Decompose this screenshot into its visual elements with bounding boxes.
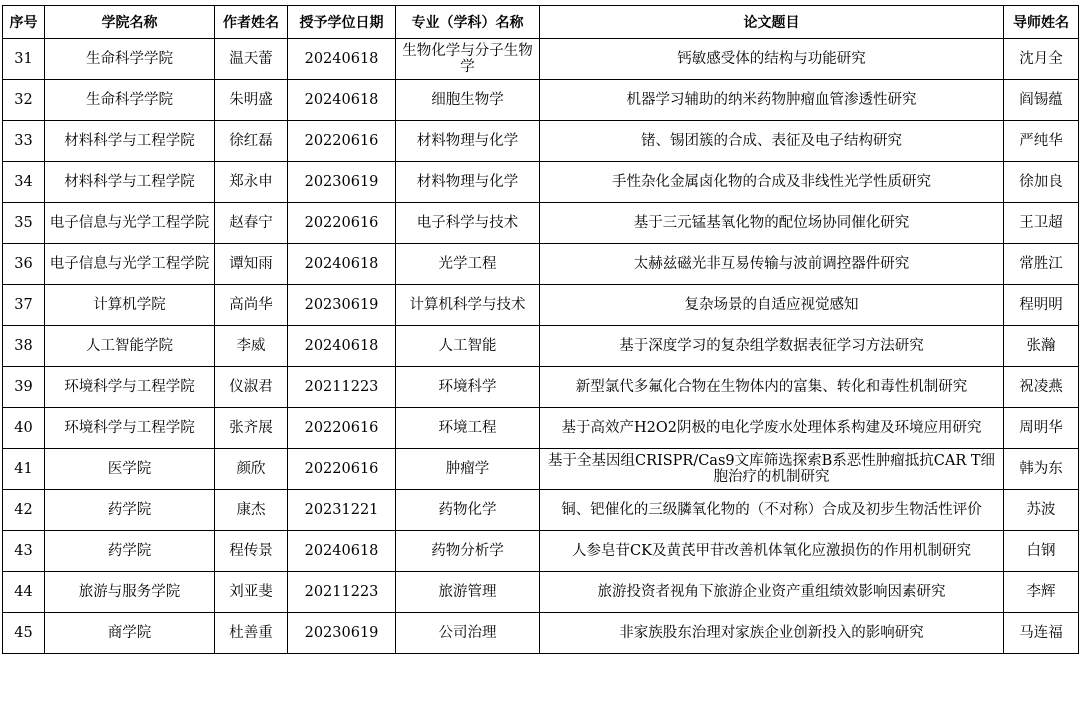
- major-cell: 材料物理与化学: [396, 121, 540, 162]
- thesis-title-cell: 基于深度学习的复杂组学数据表征学习方法研究: [540, 326, 1004, 367]
- degree-date-cell: 20220616: [288, 408, 396, 449]
- index-cell: 39: [3, 367, 45, 408]
- major-cell: 肿瘤学: [396, 449, 540, 490]
- thesis-title-cell: 机器学习辅助的纳米药物肿瘤血管渗透性研究: [540, 80, 1004, 121]
- author-cell: 温天蕾: [215, 39, 288, 80]
- table-row: [3, 531, 1079, 572]
- header-advisor: 导师姓名: [1004, 6, 1079, 39]
- school-cell: 环境科学与工程学院: [45, 408, 215, 449]
- school-cell: 环境科学与工程学院: [45, 367, 215, 408]
- thesis-title-cell: 旅游投资者视角下旅游企业资产重组绩效影响因素研究: [540, 572, 1004, 613]
- advisor-cell: 李辉: [1004, 572, 1079, 613]
- author-cell: 高尚华: [215, 285, 288, 326]
- table-row: [3, 408, 1079, 449]
- advisor-cell: 苏波: [1004, 490, 1079, 531]
- author-cell: 徐红磊: [215, 121, 288, 162]
- advisor-cell: 王卫超: [1004, 203, 1079, 244]
- degree-date-cell: 20230619: [288, 162, 396, 203]
- school-cell: 电子信息与光学工程学院: [45, 203, 215, 244]
- index-cell: 32: [3, 80, 45, 121]
- school-cell: 药学院: [45, 490, 215, 531]
- table-row: [3, 449, 1079, 490]
- advisor-cell: 张瀚: [1004, 326, 1079, 367]
- advisor-cell: 程明明: [1004, 285, 1079, 326]
- advisor-cell: 马连福: [1004, 613, 1079, 654]
- thesis-title-cell: 铜、钯催化的三级膦氧化物的（不对称）合成及初步生物活性评价: [540, 490, 1004, 531]
- table-row: [3, 39, 1079, 80]
- school-cell: 生命科学学院: [45, 80, 215, 121]
- header-school: 学院名称: [45, 6, 215, 39]
- major-cell: 药物分析学: [396, 531, 540, 572]
- major-cell: 计算机科学与技术: [396, 285, 540, 326]
- thesis-title-cell: 基于三元锰基氧化物的配位场协同催化研究: [540, 203, 1004, 244]
- author-cell: 郑永申: [215, 162, 288, 203]
- table-row: [3, 367, 1079, 408]
- index-cell: 36: [3, 244, 45, 285]
- index-cell: 38: [3, 326, 45, 367]
- author-cell: 李威: [215, 326, 288, 367]
- thesis-table: [2, 5, 1079, 654]
- major-cell: 公司治理: [396, 613, 540, 654]
- header-index: 序号: [3, 6, 45, 39]
- thesis-title-cell: 钙敏感受体的结构与功能研究: [540, 39, 1004, 80]
- table-row: [3, 490, 1079, 531]
- degree-date-cell: 20230619: [288, 285, 396, 326]
- degree-date-cell: 20211223: [288, 572, 396, 613]
- author-cell: 康杰: [215, 490, 288, 531]
- school-cell: 医学院: [45, 449, 215, 490]
- degree-date-cell: 20240618: [288, 244, 396, 285]
- degree-date-cell: 20220616: [288, 203, 396, 244]
- index-cell: 42: [3, 490, 45, 531]
- degree-date-cell: 20240618: [288, 326, 396, 367]
- index-cell: 45: [3, 613, 45, 654]
- degree-date-cell: 20230619: [288, 613, 396, 654]
- school-cell: 生命科学学院: [45, 39, 215, 80]
- author-cell: 颜欣: [215, 449, 288, 490]
- author-cell: 朱明盛: [215, 80, 288, 121]
- table-body: [3, 39, 1079, 654]
- author-cell: 杜善重: [215, 613, 288, 654]
- index-cell: 43: [3, 531, 45, 572]
- school-cell: 旅游与服务学院: [45, 572, 215, 613]
- advisor-cell: 徐加良: [1004, 162, 1079, 203]
- author-cell: 仪淑君: [215, 367, 288, 408]
- major-cell: 光学工程: [396, 244, 540, 285]
- advisor-cell: 阎锡蕴: [1004, 80, 1079, 121]
- degree-date-cell: 20220616: [288, 121, 396, 162]
- school-cell: 计算机学院: [45, 285, 215, 326]
- degree-date-cell: 20220616: [288, 449, 396, 490]
- table-row: [3, 203, 1079, 244]
- thesis-title-cell: 复杂场景的自适应视觉感知: [540, 285, 1004, 326]
- table-row: [3, 80, 1079, 121]
- major-cell: 环境工程: [396, 408, 540, 449]
- thesis-title-cell: 手性杂化金属卤化物的合成及非线性光学性质研究: [540, 162, 1004, 203]
- school-cell: 材料科学与工程学院: [45, 121, 215, 162]
- major-cell: 人工智能: [396, 326, 540, 367]
- header-author: 作者姓名: [215, 6, 288, 39]
- header-thesis-title: 论文题目: [540, 6, 1004, 39]
- table-row: [3, 244, 1079, 285]
- thesis-title-cell: 基于全基因组CRISPR/Cas9文库筛选探索B系恶性肿瘤抵抗CAR T细胞治疗的机制研究: [540, 449, 1004, 490]
- major-cell: 生物化学与分子生物学: [396, 39, 540, 80]
- school-cell: 材料科学与工程学院: [45, 162, 215, 203]
- thesis-title-cell: 新型氯代多氟化合物在生物体内的富集、转化和毒性机制研究: [540, 367, 1004, 408]
- advisor-cell: 严纯华: [1004, 121, 1079, 162]
- major-cell: 材料物理与化学: [396, 162, 540, 203]
- school-cell: 电子信息与光学工程学院: [45, 244, 215, 285]
- author-cell: 谭知雨: [215, 244, 288, 285]
- school-cell: 商学院: [45, 613, 215, 654]
- school-cell: 药学院: [45, 531, 215, 572]
- major-cell: 旅游管理: [396, 572, 540, 613]
- thesis-title-cell: 基于高效产H2O2阴极的电化学废水处理体系构建及环境应用研究: [540, 408, 1004, 449]
- author-cell: 刘亚斐: [215, 572, 288, 613]
- table-row: [3, 285, 1079, 326]
- advisor-cell: 祝凌燕: [1004, 367, 1079, 408]
- table-header: [3, 6, 1079, 39]
- advisor-cell: 周明华: [1004, 408, 1079, 449]
- degree-date-cell: 20240618: [288, 80, 396, 121]
- author-cell: 赵春宁: [215, 203, 288, 244]
- index-cell: 44: [3, 572, 45, 613]
- header-degree-date: 授予学位日期: [288, 6, 396, 39]
- advisor-cell: 常胜江: [1004, 244, 1079, 285]
- index-cell: 35: [3, 203, 45, 244]
- major-cell: 环境科学: [396, 367, 540, 408]
- header-row: [3, 6, 1079, 39]
- table-row: [3, 572, 1079, 613]
- author-cell: 张齐展: [215, 408, 288, 449]
- degree-date-cell: 20211223: [288, 367, 396, 408]
- major-cell: 细胞生物学: [396, 80, 540, 121]
- table-row: [3, 162, 1079, 203]
- table-row: [3, 326, 1079, 367]
- advisor-cell: 韩为东: [1004, 449, 1079, 490]
- thesis-title-cell: 锗、锡团簇的合成、表征及电子结构研究: [540, 121, 1004, 162]
- advisor-cell: 沈月全: [1004, 39, 1079, 80]
- table-row: [3, 121, 1079, 162]
- advisor-cell: 白钢: [1004, 531, 1079, 572]
- index-cell: 31: [3, 39, 45, 80]
- major-cell: 电子科学与技术: [396, 203, 540, 244]
- index-cell: 41: [3, 449, 45, 490]
- table-row: [3, 613, 1079, 654]
- thesis-title-cell: 非家族股东治理对家族企业创新投入的影响研究: [540, 613, 1004, 654]
- major-cell: 药物化学: [396, 490, 540, 531]
- index-cell: 33: [3, 121, 45, 162]
- degree-date-cell: 20240618: [288, 531, 396, 572]
- index-cell: 34: [3, 162, 45, 203]
- index-cell: 40: [3, 408, 45, 449]
- school-cell: 人工智能学院: [45, 326, 215, 367]
- thesis-title-cell: 人参皂苷CK及黄芪甲苷改善机体氧化应激损伤的作用机制研究: [540, 531, 1004, 572]
- author-cell: 程传景: [215, 531, 288, 572]
- header-major: 专业（学科）名称: [396, 6, 540, 39]
- thesis-title-cell: 太赫兹磁光非互易传输与波前调控器件研究: [540, 244, 1004, 285]
- index-cell: 37: [3, 285, 45, 326]
- degree-date-cell: 20240618: [288, 39, 396, 80]
- degree-date-cell: 20231221: [288, 490, 396, 531]
